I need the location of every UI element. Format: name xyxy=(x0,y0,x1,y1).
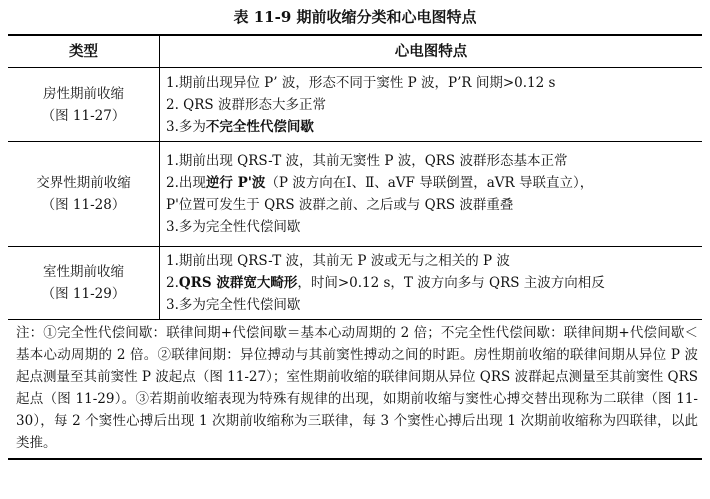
table-note: 注：①完全性代偿间歇：联律间期+代偿间歇＝基本心动周期的 2 倍；不完全性代偿间歇：联律间期+代偿间歇＜基本心动周期的 2 倍。②联律间期：异位搏动与其前窦性搏动之间的时距。房性期前收缩的联律间期从异位 P 波起点测量至其前窦性 P 波起点（图 11-27）；室性期前收缩的联律间期从异位 QRS 波群起点测量至其前窦性 QRS 起点（图 11-29）。③若期前收缩表现为特殊有规律的出现，如期前收缩与窦性心搏交替出现称为二联律（图 11-30），每 2 个窦性心搏后出现 1 次期前收缩称为三联律，每 3 个窦性心搏后出现 1 次期前收缩称为四联律，以此类推。 xyxy=(8,320,702,460)
feature-line: 1.期前出现异位 P’ 波，形态不同于窦性 P 波，P’R 间期>0.12 s xyxy=(166,74,556,91)
feature-line: P'位置可发生于 QRS 波群之前、之后或与 QRS 波群重叠 xyxy=(166,197,514,213)
type-figure-ref: （图 11-29） xyxy=(41,286,126,302)
table-row-junctional xyxy=(8,142,702,247)
type-name: 室性期前收缩 xyxy=(43,264,124,280)
features-cell xyxy=(160,247,703,320)
type-figure-ref: （图 11-27） xyxy=(41,107,126,124)
feature-line: 3.多为完全性代偿间歇 xyxy=(166,219,301,235)
table-note-row xyxy=(8,320,702,460)
bold-term: 逆行 P'波 xyxy=(205,175,266,191)
type-cell xyxy=(8,247,160,320)
premature-contraction-table xyxy=(8,34,702,460)
table-title: 表 11-9 期前收缩分类和心电图特点 xyxy=(233,8,477,26)
feature-line: 3.多为不完全性代偿间歇 xyxy=(166,118,314,135)
header-features: 心电图特点 xyxy=(160,35,703,68)
feature-line: 3.多为完全性代偿间歇 xyxy=(166,297,301,313)
type-cell xyxy=(8,142,160,247)
table-row-ventricular xyxy=(8,247,702,320)
header-type: 类型 xyxy=(8,35,160,68)
features-cell xyxy=(160,68,703,142)
bold-term: 不完全性代偿间歇 xyxy=(205,118,314,135)
feature-line: 1.期前出现 QRS-T 波，其前无窦性 P 波，QRS 波群形态基本正常 xyxy=(166,153,568,169)
type-cell xyxy=(8,68,160,142)
type-name: 交界性期前收缩 xyxy=(36,175,131,191)
feature-line: 2.QRS 波群宽大畸形，时间>0.12 s，T 波方向多与 QRS 主波方向相反 xyxy=(166,275,605,291)
type-name: 房性期前收缩 xyxy=(43,85,124,102)
bold-term: QRS 波群宽大畸形 xyxy=(178,275,298,291)
table-row-atrial xyxy=(8,68,702,142)
feature-line: 1.期前出现 QRS-T 波，其前无 P 波或无与之相关的 P 波 xyxy=(166,253,510,269)
feature-line: 2. QRS 波群形态大多正常 xyxy=(166,96,326,113)
table-header-row xyxy=(8,35,702,68)
type-figure-ref: （图 11-28） xyxy=(41,197,126,213)
feature-line: 2.出现逆行 P'波（P 波方向在Ⅰ、Ⅱ、aVF 导联倒置，aVR 导联直立）， xyxy=(166,175,594,191)
features-cell xyxy=(160,142,703,247)
